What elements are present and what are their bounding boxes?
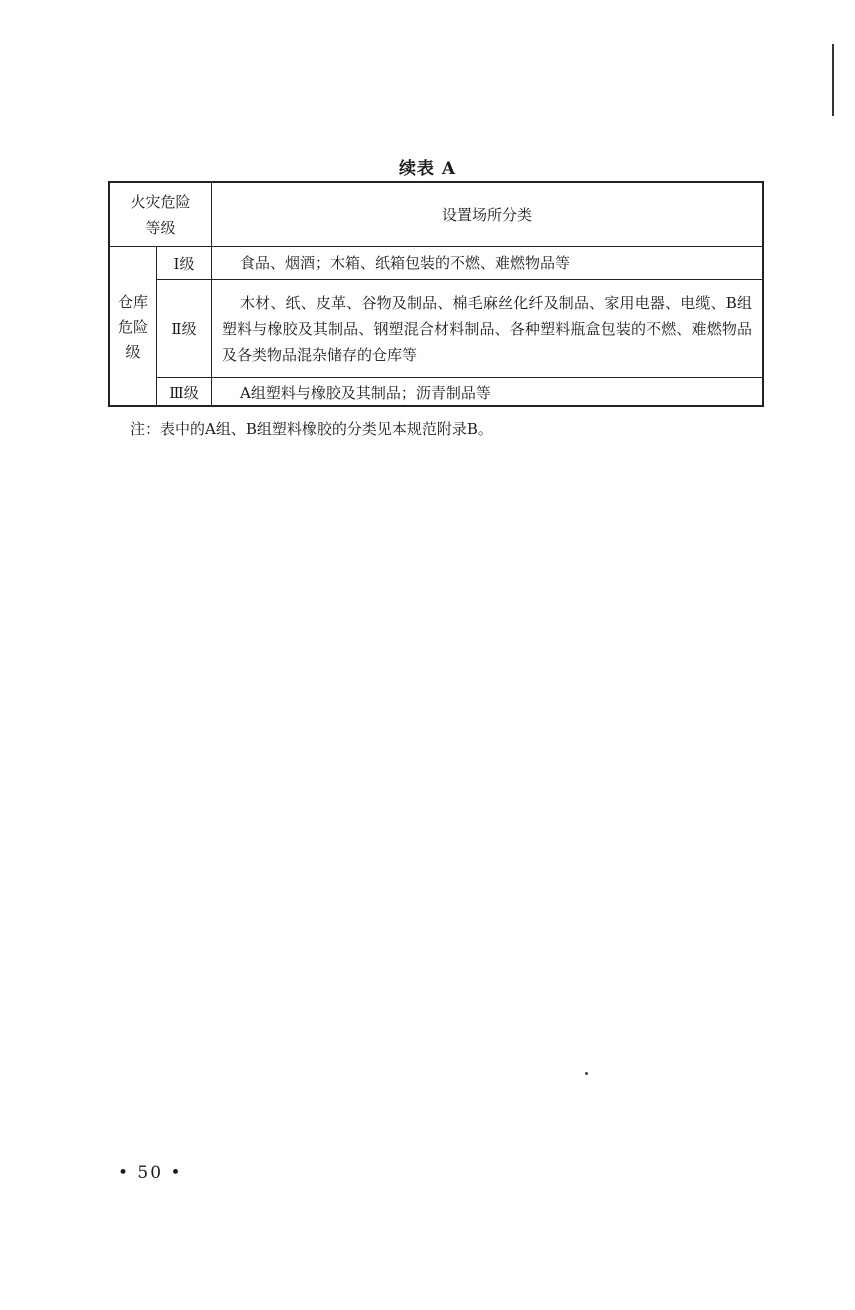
header-hazard-level-line2: 等级: [145, 218, 176, 237]
level-3-label: Ⅲ级: [169, 384, 199, 402]
category-line1: 仓库: [117, 292, 148, 311]
hazard-classification-table: [108, 181, 764, 407]
speck-dot: [585, 1072, 588, 1075]
page-edge-line: [832, 44, 834, 116]
header-venue-category: 设置场所分类: [441, 206, 532, 224]
level-1-description: 食品、烟酒；木箱、纸箱包装的不燃、难燃物品等: [240, 254, 571, 272]
category-line3: 级: [125, 342, 141, 361]
header-hazard-level-line1: 火灾危险: [130, 192, 191, 211]
level-3-description: A组塑料与橡胶及其制品；沥青制品等: [240, 383, 491, 402]
page-number: • 50 •: [118, 1163, 183, 1183]
level-2-description: 木材、纸、皮革、谷物及制品、棉毛麻丝化纤及制品、家用电器、电缆、B组塑料与橡胶及其制品、钢塑混合材料制品、各种塑料瓶盒包装的不燃、难燃物品及各类物品混杂储存的仓库等: [222, 293, 752, 364]
level-2-label: Ⅱ级: [171, 320, 197, 338]
header-hazard-level: [110, 183, 211, 246]
category-warehouse-hazard-level: [110, 247, 156, 407]
category-line2: 危险: [117, 317, 148, 336]
table-note: 注：表中的A组、B组塑料橡胶的分类见本规范附录B。: [130, 420, 493, 438]
table-title: 续表 A: [398, 159, 457, 179]
level-1-label: Ⅰ级: [173, 254, 195, 273]
